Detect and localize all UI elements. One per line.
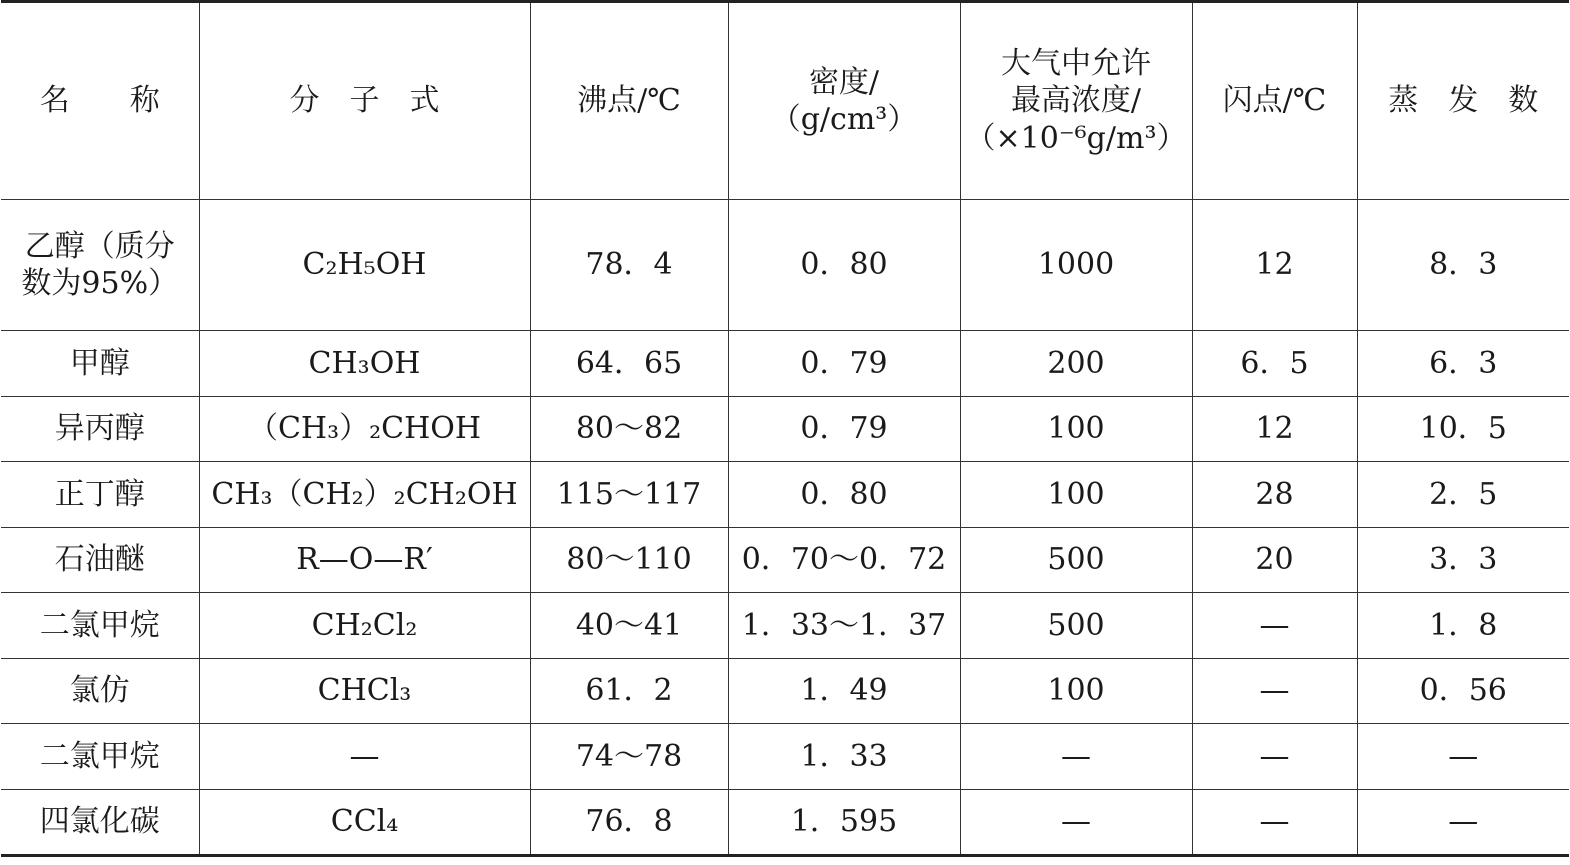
cell-name: 异丙醇 [1,396,199,462]
header-max-conc-line1: 大气中允许 [1001,45,1151,81]
cell-density: 1．33 [728,724,960,790]
cell-density: 0．80 [728,462,960,528]
header-formula: 分 子 式 [199,2,530,200]
cell-density: 0．70～0．72 [728,527,960,593]
header-name: 名 称 [1,2,199,200]
cell-evaporation: 10．5 [1357,396,1569,462]
table-row [1,789,1569,856]
cell-boiling-point: 78．4 [530,200,728,331]
cell-formula: R—O—R′ [199,527,530,593]
cell-boiling-point: 64．65 [530,331,728,397]
cell-formula: （CH₃）₂CHOH [199,396,530,462]
cell-flash-point: — [1192,789,1357,856]
cell-name: 四氯化碳 [1,789,199,856]
cell-max-concentration: — [960,789,1192,856]
cell-density: 1．595 [728,789,960,856]
table-row [1,200,1569,331]
cell-name: 正丁醇 [1,462,199,528]
cell-boiling-point: 76．8 [530,789,728,856]
cell-density: 0．79 [728,396,960,462]
table-row [1,331,1569,397]
cell-flash-point: — [1192,658,1357,724]
cell-boiling-point: 74～78 [530,724,728,790]
cell-max-concentration: — [960,724,1192,790]
header-density [728,2,960,200]
cell-max-concentration: 500 [960,593,1192,659]
cell-flash-point: 12 [1192,396,1357,462]
header-row [1,2,1569,200]
header-density-line1: 密度/ [808,64,880,100]
cell-max-concentration: 500 [960,527,1192,593]
cell-density: 0．80 [728,200,960,331]
cell-name: 石油醚 [1,527,199,593]
cell-density: 1．49 [728,658,960,724]
table-row [1,658,1569,724]
cell-flash-point: 28 [1192,462,1357,528]
table-row [1,462,1569,528]
solvent-properties-table [1,0,1569,857]
cell-boiling-point: 40～41 [530,593,728,659]
cell-boiling-point: 80～110 [530,527,728,593]
header-max-concentration [960,2,1192,200]
header-flash-point: 闪点/℃ [1192,2,1357,200]
table-row [1,396,1569,462]
cell-flash-point: 6．5 [1192,331,1357,397]
header-boiling-point: 沸点/℃ [530,2,728,200]
cell-density: 0．79 [728,331,960,397]
cell-name: 二氯甲烷 [1,724,199,790]
header-evaporation: 蒸 发 数 [1357,2,1569,200]
cell-name: 乙醇（质分数为95%） [1,200,199,331]
cell-name: 甲醇 [1,331,199,397]
table-row [1,527,1569,593]
cell-evaporation: — [1357,789,1569,856]
cell-flash-point: — [1192,724,1357,790]
cell-max-concentration: 100 [960,396,1192,462]
cell-evaporation: 2．5 [1357,462,1569,528]
cell-flash-point: 20 [1192,527,1357,593]
cell-formula: C₂H₅OH [199,200,530,331]
cell-evaporation: 8．3 [1357,200,1569,331]
cell-formula: CH₃OH [199,331,530,397]
cell-max-concentration: 1000 [960,200,1192,331]
cell-formula: — [199,724,530,790]
header-density-line2: （g/cm³） [770,102,918,137]
table-row [1,724,1569,790]
cell-evaporation: 0．56 [1357,658,1569,724]
table-row [1,593,1569,659]
cell-formula: CH₂Cl₂ [199,593,530,659]
header-max-conc-line2: 最高浓度/ [1010,83,1142,119]
cell-max-concentration: 100 [960,462,1192,528]
cell-evaporation: 3．3 [1357,527,1569,593]
cell-formula: CCl₄ [199,789,530,856]
cell-boiling-point: 61．2 [530,658,728,724]
cell-name: 二氯甲烷 [1,593,199,659]
cell-evaporation: 6．3 [1357,331,1569,397]
cell-density: 1．33～1．37 [728,593,960,659]
cell-boiling-point: 115～117 [530,462,728,528]
cell-flash-point: 12 [1192,200,1357,331]
header-max-conc-line3: （×10⁻⁶g/m³） [965,120,1187,156]
cell-evaporation: — [1357,724,1569,790]
cell-flash-point: — [1192,593,1357,659]
cell-max-concentration: 200 [960,331,1192,397]
cell-name: 氯仿 [1,658,199,724]
cell-boiling-point: 80～82 [530,396,728,462]
cell-max-concentration: 100 [960,658,1192,724]
cell-formula: CH₃（CH₂）₂CH₂OH [199,462,530,528]
cell-formula: CHCl₃ [199,658,530,724]
cell-evaporation: 1．8 [1357,593,1569,659]
